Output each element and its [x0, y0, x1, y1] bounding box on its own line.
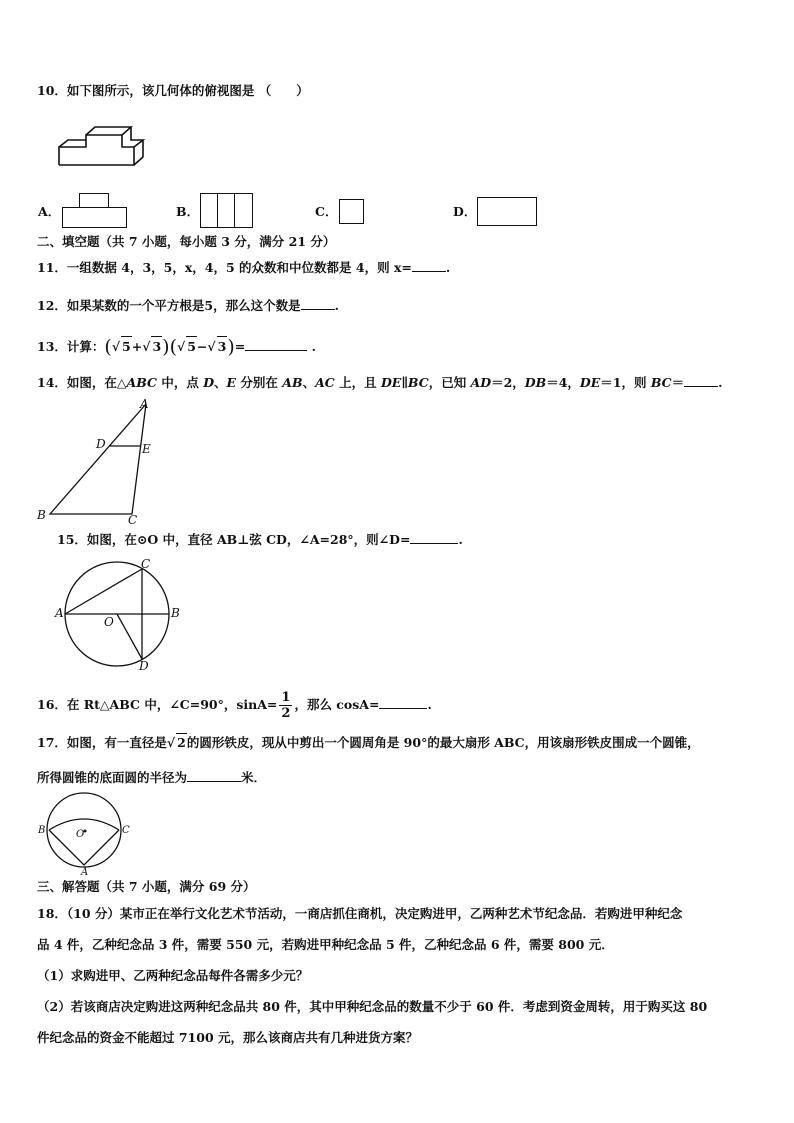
q13-prefix: 13．计算： [37, 339, 105, 354]
q14-e: E [226, 375, 237, 390]
q14-end: . [718, 375, 723, 390]
q14-debc: DE∥BC [380, 375, 429, 390]
q14-answer-blank[interactable] [684, 375, 718, 387]
q15-label-d: D [139, 659, 149, 672]
q14-label-e: E [142, 442, 151, 456]
q16-p1: 16．在 Rt△ABC 中，∠C=90°，sinA= [37, 697, 278, 712]
q17-label-b: B [38, 825, 46, 836]
q14-d: D [203, 375, 215, 390]
q12 [37, 298, 339, 314]
q11-text: 11．一组数据 4，3，5，x，4，5 的众数和中位数都是 4，则 x= [37, 260, 412, 275]
option-a-label: A． [38, 204, 61, 219]
option-a-figure[interactable] [62, 207, 127, 228]
q14-p1: 14．如图，在△ [37, 375, 127, 390]
q16 [37, 688, 432, 722]
q14-triangle-figure [34, 396, 164, 526]
option-a-figure-top [79, 193, 109, 208]
q14-bc: BC [650, 375, 672, 390]
q14-ad: AD [470, 375, 492, 390]
q14-label-d: D [96, 437, 106, 451]
q14-sep: 、 [214, 375, 227, 390]
q14-ac: AC [315, 375, 335, 390]
q10-stem: 10．如下图所示，该几何体的俯视图是 （ ） [37, 83, 309, 98]
section-fill-in-heading: 二、填空题（共 7 小题，每小题 3 分，满分 21 分） [37, 234, 336, 249]
q18-sub1: （1）求购进甲、乙两种纪念品每件各需多少元？ [37, 968, 309, 983]
q13-radicand-d: 3 [217, 336, 228, 357]
option-c-figure[interactable] [339, 199, 364, 224]
q14-db: DB [524, 375, 547, 390]
option-b-label: B． [176, 204, 200, 219]
option-b-divider-1 [217, 193, 218, 227]
q14-v1: ＝2， [491, 375, 525, 390]
q13-radicand-b: 3 [151, 336, 162, 357]
left-paren-2: ( [169, 336, 177, 358]
q17-line2b: 米． [241, 770, 267, 785]
q17-line2 [37, 770, 266, 786]
q17-p2: 的圆形铁皮，现从中剪出一个圆周角是 90°的最大扇形 ABC，用该扇形铁皮围成一个圆锥， [186, 735, 700, 750]
q17-label-o: O [76, 829, 85, 840]
q18-line2: 品 4 件，乙种纪念品 3 件，需要 550 元，若购进甲种纪念品 5 件，乙种纪念品 6 件，需要 800 元． [37, 937, 614, 952]
q16-fraction-num: 1 [281, 690, 291, 705]
q13-op2: − [196, 339, 208, 354]
q17-line2a: 所得圆锥的底面圆的半径为 [37, 770, 188, 785]
q16-answer-blank[interactable] [379, 697, 427, 709]
q17-p1: 17．如图，有一直径是 [37, 735, 167, 750]
q15-label-b: B [171, 606, 180, 620]
q14-p2: 中，点 [156, 375, 204, 390]
q11-end: . [445, 260, 451, 275]
q14-de: DE [579, 375, 601, 390]
q13-op1: + [131, 339, 143, 354]
q14-label-a: A [140, 397, 149, 411]
q17-sector-figure [36, 790, 136, 876]
option-d-label: D． [453, 204, 477, 219]
q17-label-a: A [81, 867, 89, 876]
q16-fraction-den: 2 [281, 706, 291, 721]
right-paren: ) [162, 336, 170, 358]
section-solutions-heading: 三、解答题（共 7 小题，满分 69 分） [37, 879, 256, 894]
q15-circle-figure [52, 556, 182, 672]
q16-end: . [427, 697, 432, 712]
q15-answer-blank[interactable] [410, 532, 458, 544]
q13-radicand-c: 5 [186, 336, 197, 357]
q16-fraction [279, 690, 292, 721]
q14-p4: 上，且 [334, 375, 381, 390]
q14-label-b: B [37, 508, 46, 522]
q11 [37, 260, 450, 276]
q13-answer-blank[interactable] [245, 339, 307, 351]
q17-label-c: C [122, 825, 130, 836]
right-paren-2: ) [227, 336, 235, 358]
q18-sub2-line2: 件纪念品的资金不能超过 7100 元，那么该商店共有几种进货方案？ [37, 1030, 418, 1045]
q15-label-c: C [141, 557, 151, 571]
q14-v4: ＝ [671, 375, 685, 390]
q14-sep2: 、 [302, 375, 316, 390]
option-d-figure[interactable] [477, 197, 537, 226]
option-b-figure[interactable] [200, 193, 253, 228]
q18-sub2-line1: （2）若该商店决定购进这两种纪念品共 80 件，其中甲种纪念品的数量不少于 60 件．考虑到资金周转，用于购买这 80 [37, 999, 708, 1014]
q13-end: . [311, 339, 316, 354]
q13-radicand-a: 5 [121, 336, 132, 357]
q14-p5: ，已知 [428, 375, 471, 390]
left-paren: ( [104, 336, 112, 358]
q14-ab: AB [282, 375, 303, 390]
q14-label-c: C [128, 513, 138, 526]
q14-tri: ABC [126, 375, 157, 390]
q14 [37, 375, 722, 391]
q11-answer-blank[interactable] [412, 260, 446, 272]
q17-radicand: 2 [177, 735, 186, 750]
q12-answer-blank[interactable] [301, 298, 335, 310]
q17-line1: 17．如图，有一直径是√ 2的圆形铁皮，现从中剪出一个圆周角是 90°的最大扇形 ABC，用该扇形铁皮围成一个圆锥， [37, 735, 700, 750]
q14-p3: 分别在 [236, 375, 283, 390]
q18-line1: 18．（10 分）某市正在举行文化艺术节活动，一商店抓住商机，决定购进甲，乙两种艺术节纪念品．若购进甲种纪念 [37, 906, 683, 921]
q15-label-o: O [104, 615, 114, 629]
q14-v2: ＝4， [546, 375, 580, 390]
q15-label-a: A [55, 606, 64, 620]
q12-end: . [334, 298, 339, 313]
q10-solid-figure [56, 122, 156, 168]
q15 [57, 532, 463, 548]
q13: 13．计算：(√ 5+√ 3)(√ 5−√ 3)= . [37, 336, 316, 358]
option-c-label: C． [315, 204, 338, 219]
q12-text: 12．如果某数的一个平方根是5，那么这个数是 [37, 298, 301, 313]
q17-answer-blank[interactable] [187, 770, 241, 782]
option-b-divider-2 [234, 193, 235, 227]
q16-p2: ，那么 cosA= [294, 697, 380, 712]
q15-end: . [458, 532, 463, 547]
q13-eq: = [234, 339, 246, 354]
q14-v3: ＝1，则 [600, 375, 651, 390]
q15-text: 15．如图，在⊙O 中，直径 AB⊥弦 CD，∠A=28°，则∠D= [57, 532, 411, 547]
